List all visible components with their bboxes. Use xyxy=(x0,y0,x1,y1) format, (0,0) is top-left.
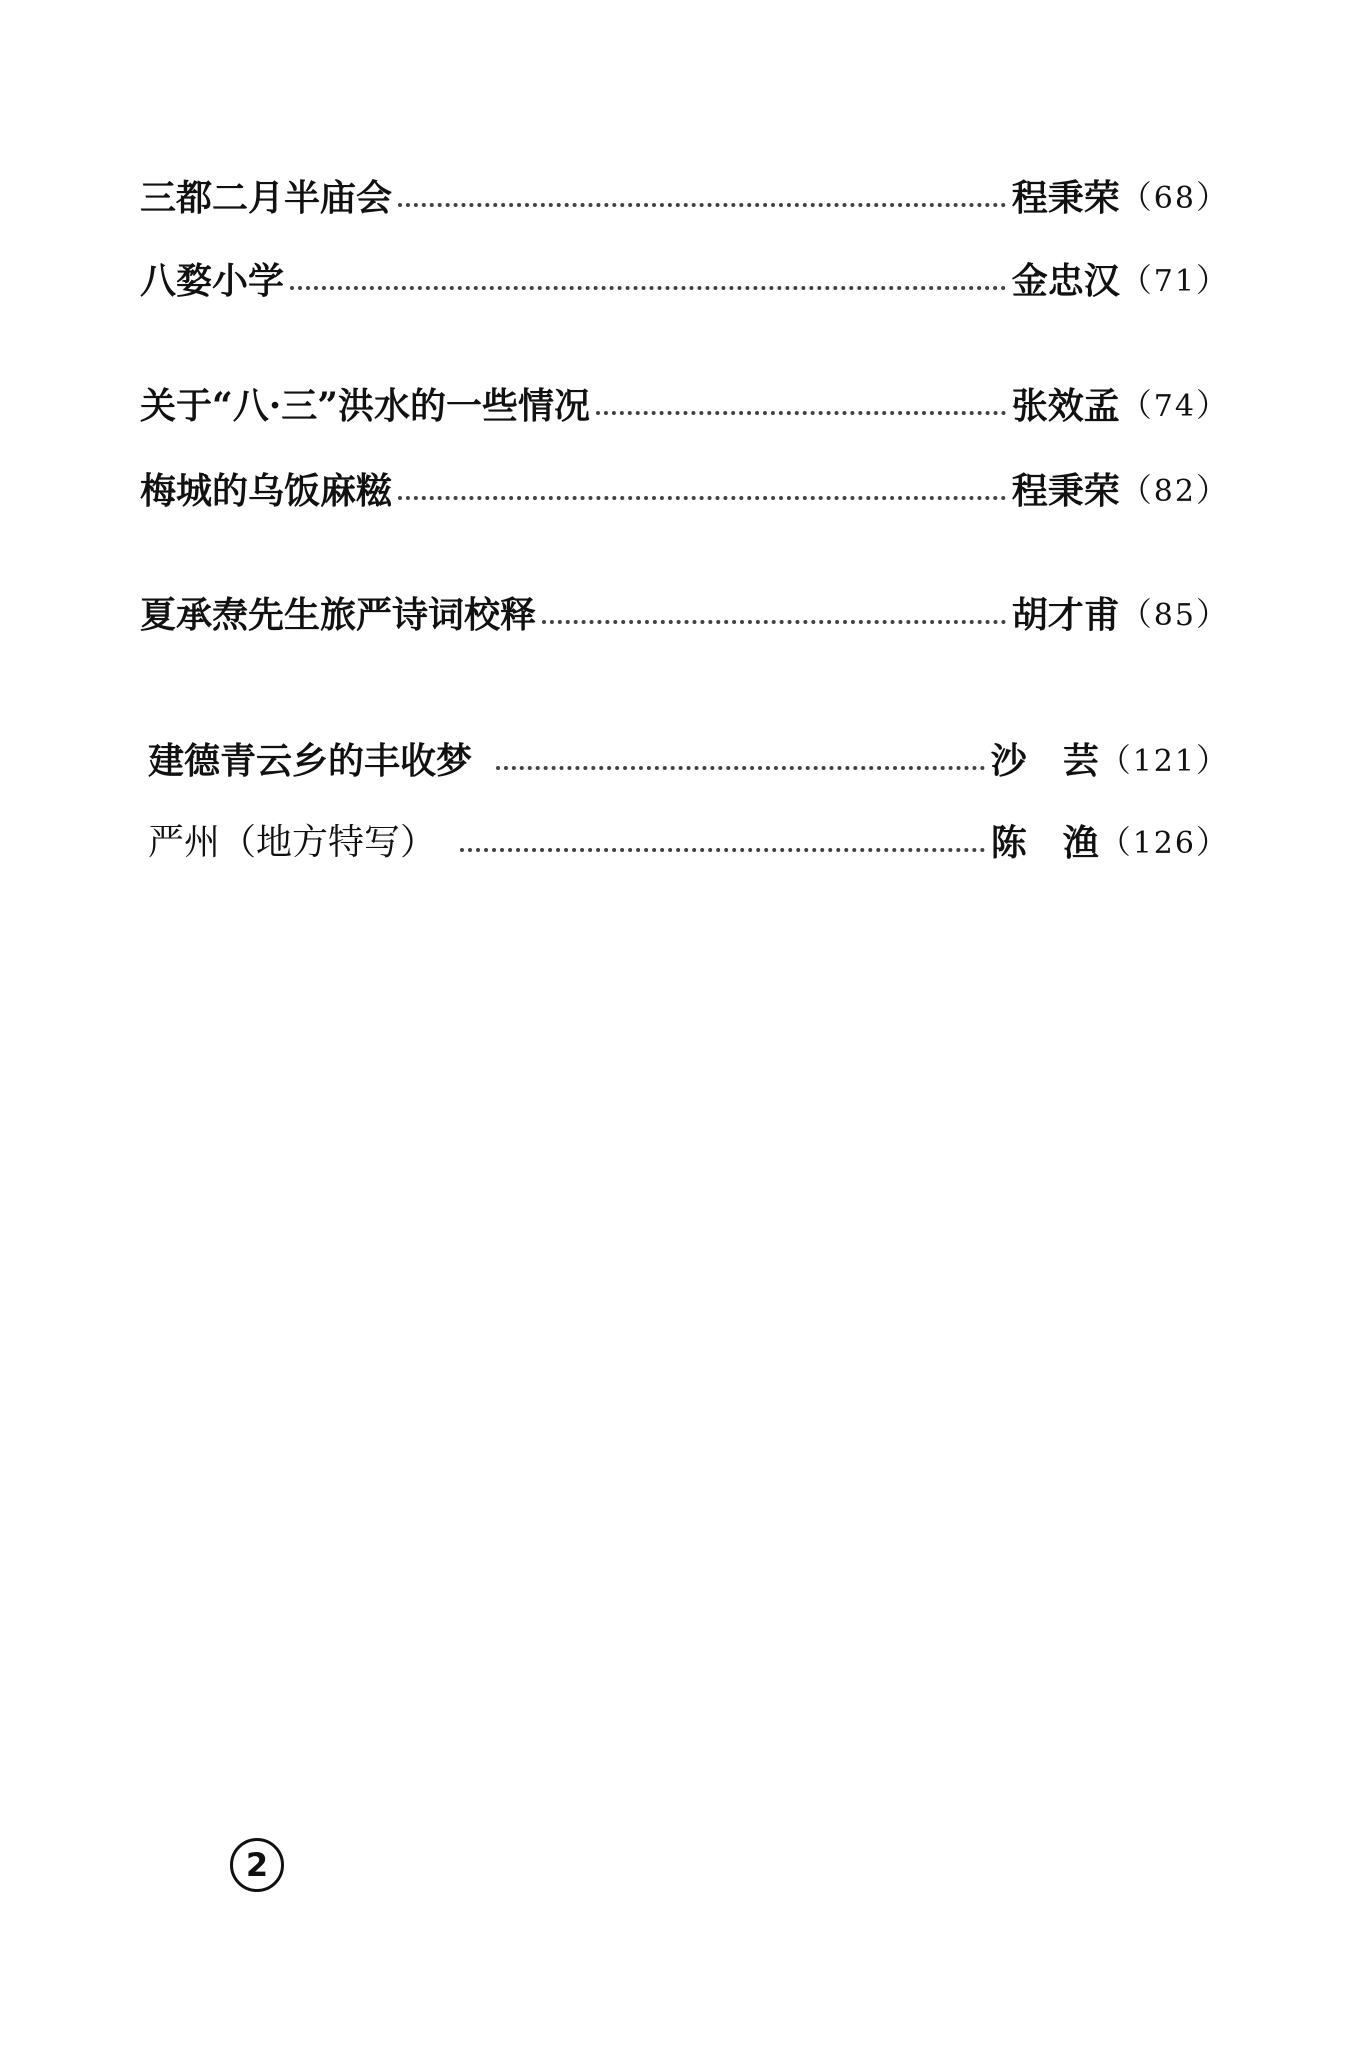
entry-page: （126） xyxy=(1098,823,1230,861)
toc-entry xyxy=(148,813,1230,873)
toc-entry xyxy=(140,461,1230,521)
toc-entry xyxy=(148,731,1230,791)
entry-page: （121） xyxy=(1098,741,1230,779)
leader-dots xyxy=(290,282,1006,290)
entry-author: 陈 渔 xyxy=(990,822,1099,864)
entry-author: 金忠汉 xyxy=(1011,260,1120,302)
entry-page-number: 74 xyxy=(1153,389,1196,424)
toc-entry xyxy=(140,168,1230,228)
toc-entry xyxy=(140,376,1230,436)
entry-author: 胡才甫 xyxy=(1011,594,1120,636)
entry-page-number: 68 xyxy=(1153,181,1196,216)
entry-title: 梅城的乌饭麻糍 xyxy=(140,470,393,512)
entry-page-number: 82 xyxy=(1153,474,1196,509)
entry-title: 三都二月半庙会 xyxy=(140,177,393,219)
entry-page-number: 71 xyxy=(1153,264,1196,299)
entry-page-number: 126 xyxy=(1132,826,1196,861)
leader-dots xyxy=(496,762,985,770)
leader-dots xyxy=(596,407,1006,415)
page-number: 2 xyxy=(230,1838,284,1892)
entry-page: （82） xyxy=(1119,471,1230,509)
entry-title: 八婺小学 xyxy=(140,260,285,302)
entry-page-number: 121 xyxy=(1132,744,1196,779)
entry-page: （68） xyxy=(1119,178,1230,216)
leader-dots xyxy=(542,616,1006,624)
entry-author: 沙 芸 xyxy=(990,740,1099,782)
entry-author: 程秉荣 xyxy=(1011,470,1120,512)
entry-title: 夏承焘先生旅严诗词校释 xyxy=(140,594,537,636)
leader-dots xyxy=(398,199,1006,207)
entry-page: （74） xyxy=(1119,386,1230,424)
leader-dots xyxy=(398,492,1006,500)
entry-page: （85） xyxy=(1119,595,1230,633)
entry-page: （71） xyxy=(1119,261,1230,299)
entry-author: 程秉荣 xyxy=(1011,177,1120,219)
entry-author: 张效孟 xyxy=(1011,385,1120,427)
entry-title: 建德青云乡的丰收梦 xyxy=(148,740,473,782)
leader-dots xyxy=(460,844,985,852)
entry-page-number: 85 xyxy=(1153,598,1196,633)
entry-title: 严州（地方特写） xyxy=(148,822,437,863)
entry-title: 关于“八·三”洪水的一些情况 xyxy=(140,385,590,427)
toc-entry xyxy=(140,251,1230,311)
toc-entry xyxy=(140,585,1230,645)
